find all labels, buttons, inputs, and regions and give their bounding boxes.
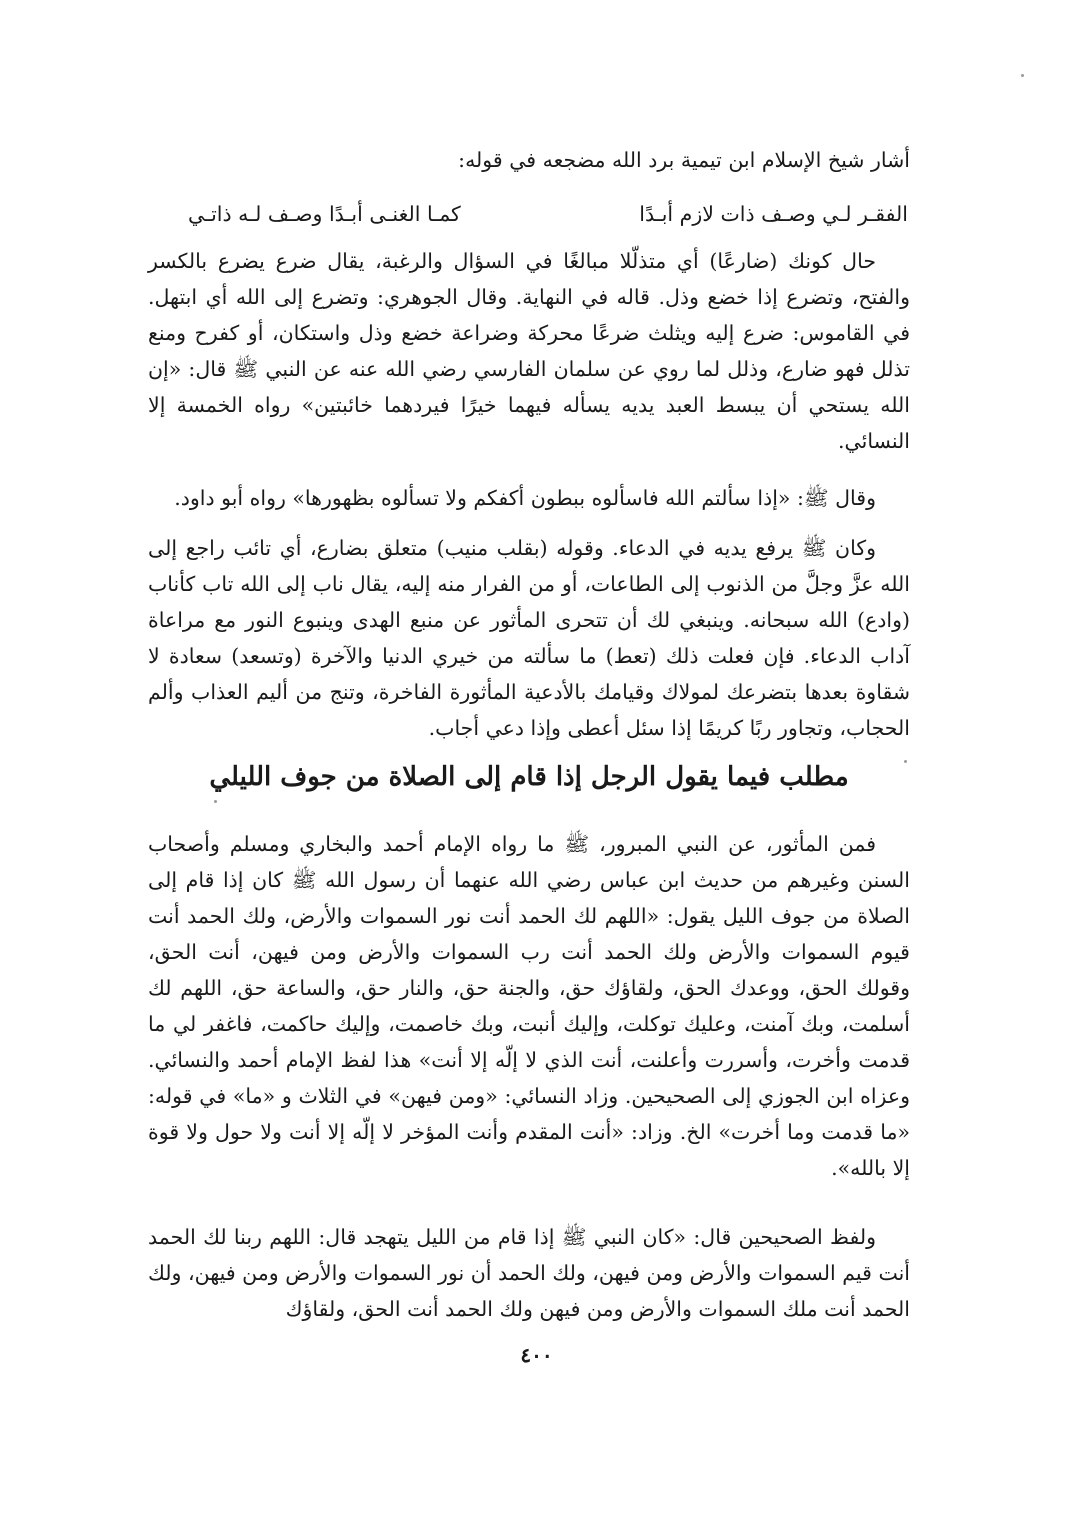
page-number: ٤٠٠	[520, 1343, 553, 1367]
section-heading: مطلب فيما يقول الرجل إذا قام إلى الصلاة من جوف الليلي	[209, 762, 849, 792]
intro-line: أشار شيخ الإسلام ابن تيمية برد الله مضجعه في قوله:	[458, 148, 910, 172]
paragraph-text: وكان ﷺ يرفع يديه في الدعاء. وقوله (بقلب منيب) متعلق بضارع، أي تائب راجع إلى الله عزَّ وجلَّ من الذنوب إلى الطاعات، أو من الفرار منه إليه، يقال ناب إلى الله تاب كأناب (وادع) الله سبحانه. وينبغي لك أن تتحرى المأثور عن منبع الهدى وينبوع النور مع مراعاة آداب الدعاء. فإن فعلت ذلك (تعط) ما سألته من خيري الدنيا والآخرة (وتسعد) سعادة لا شقاوة بعدها بتضرعك لمولاك وقيامك بالأدعية المأثورة الفاخرة، وتنج من أليم العذاب وألم الحجاب، وتجاور ربًا كريمًا إذا سئل أعطى وإذا دعي أجاب.	[148, 536, 910, 740]
paragraph-text: وقال ﷺ: «إذا سألتم الله فاسألوه ببطون أكفكم ولا تسألوه بظهورها» رواه أبو داود.	[174, 486, 876, 510]
paragraph-narration	[148, 826, 910, 1186]
paragraph-text: حال كونك (ضارعًا) أي متذلّلا مبالغًا في السؤال والرغبة، يقال ضرع يضرع بالكسر والفتح، وتضرع إذا خضع وذل. قاله في النهاية. وقال الجوهري: وتضرع إلى الله أي ابتهل. في القاموس: ضرع إليه ويثلث ضرعًا محركة وضراعة خضع وذل واستكان، أو كفرح ومنع تذلل فهو ضارع، وذلل لما روي عن سلمان الفارسي رضي الله عنه عن النبي ﷺ قال: «إن الله يستحي أن يبسط العبد يديه يسأله فيهما خيرًا فيردهما خائبتين» رواه الخمسة إلا النسائي.	[148, 249, 910, 453]
paragraph-explanation	[148, 530, 910, 746]
paragraph-commentary	[148, 243, 910, 459]
paragraph-text: فمن المأثور، عن النبي المبرور، ﷺ ما رواه الإمام أحمد والبخاري ومسلم وأصحاب السنن وغيرهم من حديث ابن عباس رضي الله عنهما أن رسول الله ﷺ كان إذا قام إلى الصلاة من جوف الليل يقول: «اللهم لك الحمد أنت نور السموات والأرض، ولك الحمد أنت قيوم السموات والأرض ولك الحمد أنت رب السموات والأرض ومن فيهن، أنت الحق، وقولك الحق، ووعدك الحق، ولقاؤك حق، والجنة حق، والنار حق، والساعة حق، اللهم لك أسلمت، وبك آمنت، وعليك توكلت، وإليك أنبت، وبك خاصمت، وإليك حاكمت، فاغفر لي ما قدمت وأخرت، وأسررت وأعلنت، أنت الذي لا إلّه إلا أنت» هذا لفظ الإمام أحمد والنسائي. وعزاه ابن الجوزي إلى الصحيحين. وزاد النسائي: «ومن فيهن» في الثلاث و «ما» في قوله: «ما قدمت وما أخرت» الخ. وزاد: «أنت المقدم وأنت المؤخر لا إلّه إلا أنت ولا حول ولا قوة إلا بالله».	[148, 832, 910, 1180]
verse-second-hemistich: كمـا الغنـى أبـدًا وصـف لـه ذاتـي	[188, 202, 461, 226]
paragraph-text: ولفظ الصحيحين قال: «كان النبي ﷺ إذا قام من الليل يتهجد قال: اللهم ربنا لك الحمد أنت قيم السموات والأرض ومن فيهن، ولك الحمد أن نور السموات والأرض ومن فيهن، ولك الحمد أنت ملك السموات والأرض ومن فيهن ولك الحمد أنت الحق، ولقاؤك	[148, 1225, 910, 1321]
scan-speck	[214, 800, 217, 803]
scan-speck	[904, 760, 907, 763]
scan-speck	[1021, 74, 1024, 77]
poetry-verse	[160, 194, 908, 234]
verse-first-hemistich: الفقـر لـي وصـف ذات لازم أبـدًا	[639, 202, 908, 226]
paragraph-sahihayn	[148, 1219, 910, 1327]
paragraph-hadith	[148, 480, 910, 516]
